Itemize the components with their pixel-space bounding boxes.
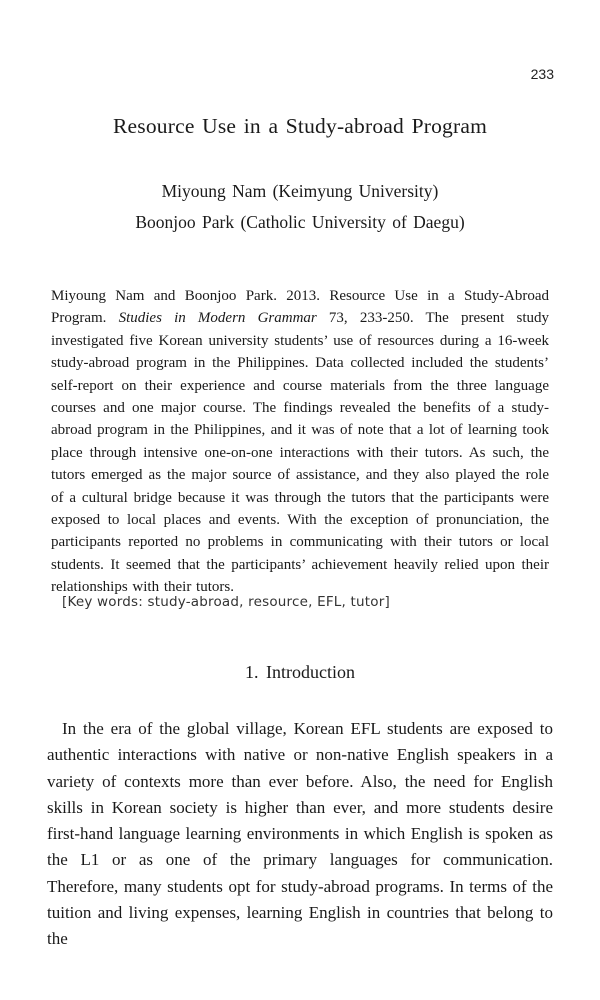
abstract: [51, 285, 549, 599]
body-paragraph: In the era of the global village, Korean EFL students are exposed to authentic interactions with native or non-native English speakers in a variety of contexts more than ever before. Also, the need for English skills in Korean society is higher than ever, and more students desire first-hand language learning environments in which English is spoken as the L1 or as one of the primary languages for communication. Therefore, many students opt for study-abroad programs. In terms of the tuition and living expenses, learning English in countries that belong to the: [47, 719, 553, 949]
abstract-citation: Miyoung Nam and Boonjoo Park. 2013. Resource Use in a Study-Abroad Program.: [51, 288, 549, 327]
author-1: Miyoung Nam (Keimyung University): [161, 181, 439, 201]
page-number: 233: [530, 66, 554, 82]
section-heading: 1. Introduction: [245, 662, 355, 682]
abstract-citation-details: 73, 233-250.: [316, 310, 426, 327]
abstract-text: The present study investigated five Korean university students’ use of resources during a 16-week study-abroad program in the Philippines. Data collected included the students’ self-report on their experience and course materials from the three language courses and one major course. The findings revealed the benefits of a study-abroad program in the Philippines, and it was of note that a lot of learning took place through intensive one-on-one interactions with their tutors. As such, the tutors emerged as the major source of assistance, and they also played the role of a cultural bridge because it was through the tutors that the participants were exposed to local places and events. With the exception of pronunciation, the participants reported no problems in communicating with their tutors or local students. It seemed that the participants’ achievement heavily relied upon their relationships with their tutors.: [51, 310, 549, 596]
paper-title: Resource Use in a Study-abroad Program: [112, 114, 488, 138]
keywords: [Key words: study-abroad, resource, EFL, tutor]: [62, 594, 390, 610]
author-2: Boonjoo Park (Catholic University of Daegu): [135, 212, 465, 232]
journal-name: Studies in Modern Grammar: [118, 310, 317, 327]
